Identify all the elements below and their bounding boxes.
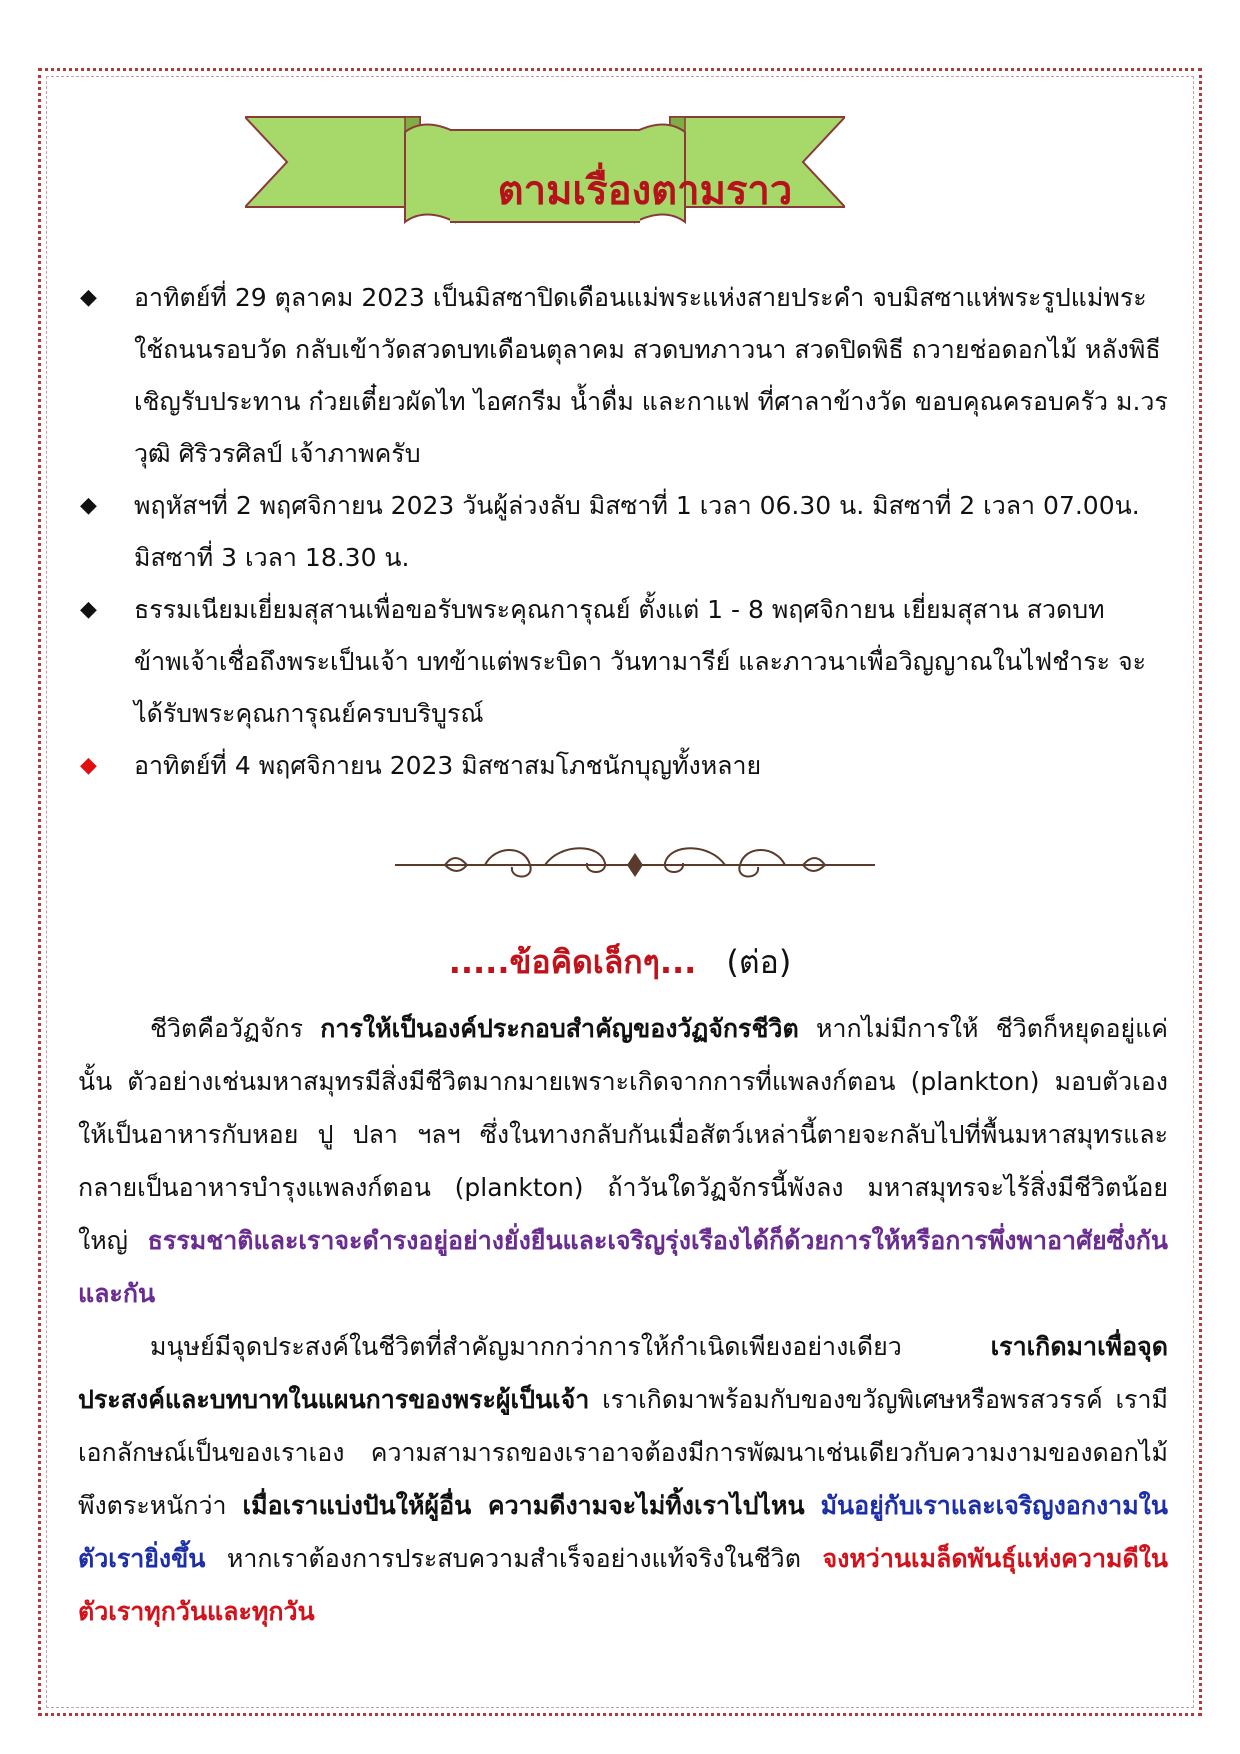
bullet-text: พฤหัสฯที่ 2 พฤศจิกายน 2023 วันผู้ล่วงลับ มิสซาที่ 1 เวลา 06.30 น. มิสซาที่ 2 เวลา 07.00น. มิสซาที่ 3 เวลา 18.30 น. (134, 491, 1140, 572)
text-run: หากไม่มีการให้ ชีวิตก็หยุดอยู่แค่นั้น ตัวอย่างเช่นมหาสมุทรมีสิ่งมีชีวิตมากมายเพราะเกิดจากการที่แพลงก์ตอน (plankton) มอบตัวเองให้เป็นอาหารกับหอย ปู ปลา ฯลฯ ซึ่งในทางกลับกันเมื่อสัตว์เหล่านี้ตายจะกลับไปที่พื้นมหาสมุทรและกลายเป็นอาหารบำรุงแพลงก์ตอน (plankton) ถ้าวันใดวัฏจักรนี้พังลง มหาสมุทรจะไร้สิ่งมีชีวิตน้อยใหญ่ (78, 1014, 1168, 1255)
bold-run: การให้เป็นองค์ประกอบสำคัญของวัฏจักรชีวิต (320, 1014, 799, 1043)
bullet-item (78, 740, 1168, 792)
news-bullet-list (78, 272, 1168, 792)
diamond-bullet-icon: ◆ (80, 597, 97, 622)
divider-ornament-icon (385, 840, 885, 890)
diamond-bullet-icon: ◆ (80, 493, 97, 518)
diamond-bullet-icon: ◆ (80, 285, 97, 310)
section-title (0, 942, 1240, 982)
article-body (78, 1002, 1168, 1638)
bold-run: เมื่อเราแบ่งปันให้ผู้อื่น ความดีงามจะไม่ทิ้งเราไปไหน (242, 1491, 805, 1520)
text-run: มนุษย์มีจุดประสงค์ในชีวิตที่สำคัญมากกว่าการให้กำเนิดเพียงอย่างเดียว (150, 1332, 991, 1361)
bullet-item (78, 272, 1168, 480)
paragraph (78, 1320, 1168, 1638)
section-title-suffix: (ต่อ) (726, 943, 792, 981)
bullet-text: อาทิตย์ที่ 29 ตุลาคม 2023 เป็นมิสซาปิดเดือนแม่พระแห่งสายประคำ จบมิสซาแห่พระรูปแม่พระใช้ถนนรอบวัด กลับเข้าวัดสวดบทเดือนตุลาคม สวดบทภาวนา สวดปิดพิธี ถวายช่อดอกไม้ หลังพิธีเชิญรับประทาน ก๋วยเตี๋ยวผัดไท ไอศกรีม น้ำดื่ม และกาแฟ ที่ศาลาข้างวัด ขอบคุณครอบครัว ม.วรวุฒิ ศิริวรศิลป์ เจ้าภาพครับ (134, 283, 1168, 468)
section-title-main: .....ข้อคิดเล็กๆ... (448, 943, 697, 981)
bullet-item (78, 480, 1168, 584)
ribbon-center-left-curl (405, 125, 455, 223)
paragraph (78, 1002, 1168, 1320)
text-run: ชีวิตคือวัฏจักร (150, 1014, 321, 1043)
bullet-item (78, 584, 1168, 740)
bullet-text: อาทิตย์ที่ 4 พฤศจิกายน 2023 มิสซาสมโภชนักบุญทั้งหลาย (134, 751, 762, 780)
text-run: เราเกิดมาพร้อมกับของขวัญพิเศษหรือพรสวรรค์ เรามีเอกลักษณ์เป็นของเราเอง ความสามารถของเราอาจต้องมีการพัฒนาเช่นเดียวกับความงามของดอกไม้ พึงตระหนักว่า (78, 1385, 1168, 1520)
ribbon-left-tail (245, 117, 420, 207)
diamond-bullet-icon: ◆ (80, 753, 97, 778)
highlight-red: จงหว่านเมล็ดพันธุ์แห่งความดีในตัวเราทุกวันและทุกวัน (78, 1544, 1168, 1626)
text-run: หากเราต้องการประสบความสำเร็จอย่างแท้จริงในชีวิต (205, 1544, 823, 1573)
highlight-purple: ธรรมชาติและเราจะดำรงอยู่อย่างยั่งยืนและเจริญรุ่งเรืองได้ก็ด้วยการให้หรือการพึ่งพาอาศัยซึ่งกันและกัน (78, 1226, 1168, 1308)
bold-run: เราเกิดมาเพื่อจุดประสงค์และบทบาทในแผนการของพระผู้เป็นเจ้า (78, 1332, 1168, 1414)
text-run (805, 1491, 821, 1520)
banner-title: ตามเรื่องตามราว (497, 167, 793, 214)
bullet-text: ธรรมเนียมเยี่ยมสุสานเพื่อขอรับพระคุณการุณย์ ตั้งแต่ 1 - 8 พฤศจิกายน เยี่ยมสุสาน สวดบทข้าพเจ้าเชื่อถึงพระเป็นเจ้า บทข้าแต่พระบิดา วันทามารีย์ และภาวนาเพื่อวิญญาณในไฟชำระ จะได้รับพระคุณการุณย์ครบบริบูรณ์ (134, 595, 1147, 728)
highlight-blue: มันอยู่กับเราและเจริญงอกงามในตัวเรายิ่งขึ้น (78, 1491, 1168, 1573)
